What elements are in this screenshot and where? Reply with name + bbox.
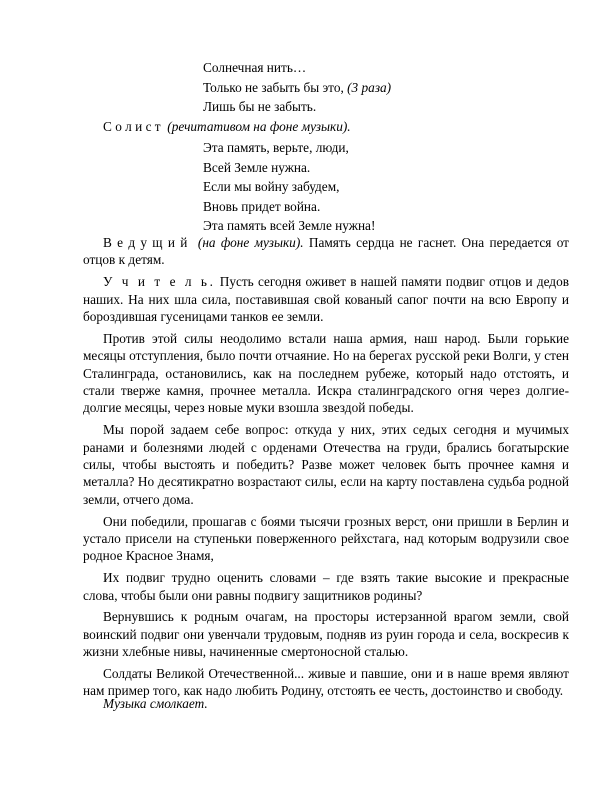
paragraph: Мы порой задаем себе вопрос: откуда у них, этих седых сегодня и мучимых ранами и болезнями людей с орденами Отечества на груди, брались богатырские силы, чтобы выстоять и победить? Разве может человек быть прочнее камня и металла? Но десятикратно возрастают силы, если на карту поставлена судьба родной земли, отчего дома. bbox=[83, 422, 569, 507]
paragraph-vedushchiy bbox=[83, 234, 569, 269]
paragraph: Против этой силы неодолимо встали наша армия, наш народ. Были горькие месяцы отступления, было почти отчаяние. Но на берегах русской реки Волги, у стен Сталинграда, остановились, как на последнем рубеже, который надо отстоять, и стали тверже камня, прочнее металла. Искра сталинградского огня через долгие-долгие месяцы, через новые муки взошла звездой победы. bbox=[83, 330, 569, 416]
speaker-uchitel: У ч и т е л ь. bbox=[103, 274, 216, 290]
prose-body bbox=[83, 234, 569, 704]
verse-line: Всей Земле нужна. bbox=[203, 159, 311, 175]
final-stage-direction: Музыка смолкает. bbox=[103, 696, 208, 711]
speaker-solist: С о л и с т bbox=[103, 119, 161, 134]
paragraph-text: Память сердца не гаснет. Она передается от отцов к детям. bbox=[83, 235, 569, 268]
verse-line: Лишь бы не забыть. bbox=[203, 99, 317, 114]
verse-line-text: Только не забыть бы это, bbox=[203, 79, 344, 95]
paragraph-uchitel bbox=[83, 273, 569, 325]
stage-direction: (на фоне музыки). bbox=[197, 235, 304, 250]
verse-line: Вновь придет война. bbox=[203, 198, 321, 214]
verse-block-1 bbox=[203, 58, 391, 117]
verse-line bbox=[203, 78, 391, 98]
paragraph-text: Пусть сегодня оживет в нашей памяти подвиг отцов и дедов наших. На них шла сила, поставившая свой кованый сапог почти на всю Европу и бороздившая гусеницами танков ее земли. bbox=[83, 274, 570, 325]
paragraph: Вернувшись к родным очагам, на просторы истерзанной врагом земли, свой воинский подвиг они увенчали трудовым, подняв из руин города и села, воскресив к жизни хлебные нивы, начиненные смертоносной сталью. bbox=[83, 609, 569, 660]
verse-line: Эта память, верьте, люди, bbox=[203, 140, 349, 155]
solist-heading bbox=[103, 119, 351, 135]
verse-block-2 bbox=[203, 138, 375, 236]
stage-direction: (речитативом на фоне музыки). bbox=[167, 119, 351, 134]
speaker-vedushchiy: В е д у щ и й bbox=[103, 235, 188, 250]
paragraph: Их подвиг трудно оценить словами – где взять такие высокие и прекрасные слова, чтобы были они равны подвигу защитников родины? bbox=[83, 570, 569, 603]
paragraph: Солдаты Великой Отечественной... живые и павшие, они и в наше время являют нам пример того, как надо любить Родину, отстоять ее честь, достоинство и свободу. bbox=[83, 666, 569, 699]
repeat-note: (3 раза) bbox=[347, 79, 392, 95]
verse-line: Солнечная нить… bbox=[203, 60, 307, 75]
verse-line: Эта память всей Земле нужна! bbox=[203, 218, 376, 233]
verse-line: Если мы войну забудем, bbox=[203, 179, 340, 194]
paragraph: Они победили, прошагав с боями тысячи грозных верст, они пришли в Берлин и устало присели на ступеньки поверженного рейхстага, над которым водрузили свое родное Красное Знамя, bbox=[83, 513, 569, 564]
